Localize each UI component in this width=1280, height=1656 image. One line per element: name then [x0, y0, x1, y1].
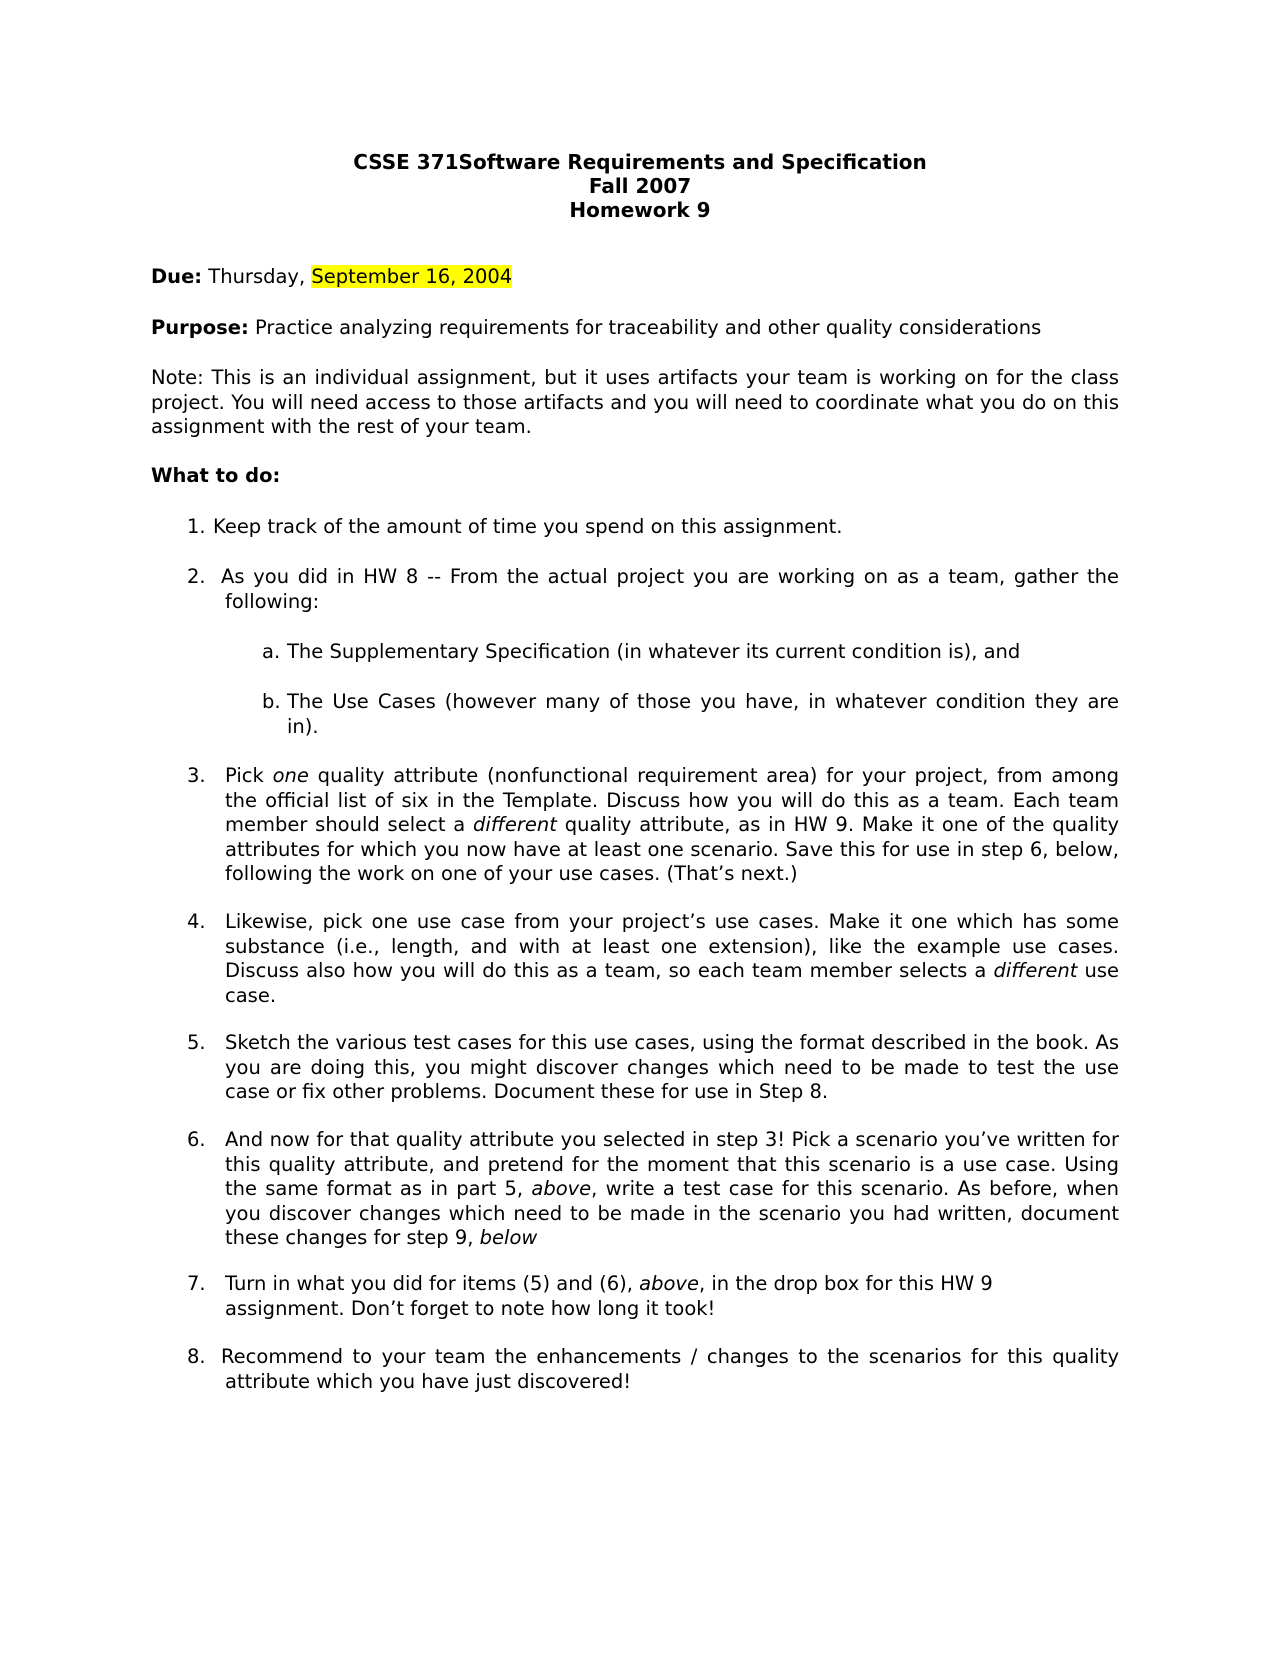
item-text-emphasis: different — [473, 813, 557, 836]
item-text-part: Likewise, pick one use case from your project’s use cases. Make it one which has some substance (i.e., length, and with at least one extension), like the example use cases. Discuss also how you will do this as a team, so each team member selects a — [225, 910, 1119, 982]
item-text — [225, 1272, 1025, 1321]
item-text-part: Pick — [225, 764, 273, 787]
item-text-emphasis: above — [639, 1272, 699, 1295]
sub-item-letter: b. — [262, 690, 281, 713]
note-paragraph: Note: This is an individual assignment, but it uses artifacts your team is working on for the class project. You will need access to those artifacts and you will need to coordinate what you do on this assignment with the rest of your team. — [151, 366, 1119, 438]
due-date: September 16, 2004 — [311, 265, 513, 288]
item-number: 4. — [187, 910, 206, 933]
purpose-text: Practice analyzing requirements for traceability and other quality considerations — [248, 316, 1042, 339]
term: Fall 2007 — [588, 174, 692, 198]
sub-item-text-b — [287, 690, 1119, 739]
course-title: CSSE 371Software Requirements and Specification — [353, 150, 927, 174]
item-text — [225, 764, 1119, 887]
item-text: Recommend to your team the enhancements / changes to the scenarios for this quality attribute which you have just discovered! — [221, 1345, 1119, 1393]
sub-item-text: The Supplementary Specification (in whatever its current condition is), and — [287, 640, 1021, 663]
item-text-emphasis: one — [272, 764, 309, 787]
purpose-line — [151, 316, 1119, 341]
due-label: Due: — [151, 265, 203, 288]
purpose-label: Purpose: — [151, 316, 249, 339]
item-text-part: quality attribute, as in HW 9. Make it one of the quality attributes for which you now have at least one scenario. Save this for use in step 6, below, following the work on one of your use cases. (That’s next.) — [225, 813, 1119, 885]
item-text-part: use case. — [225, 959, 1119, 1007]
item-text: As you did in HW 8 -- From the actual project you are working on as a team, gather the following: — [221, 565, 1119, 613]
item-text-part: And now for that quality attribute you selected in step 3! Pick a scenario you’ve written for this quality attribute, and pretend for the moment that this scenario is a use case. Using the same format as in part 5, — [225, 1128, 1119, 1200]
item-text-part: , in the drop box for this HW 9 assignment. Don’t forget to note how long it took! — [225, 1272, 993, 1320]
what-to-do-heading: What to do: — [151, 464, 281, 487]
item-number: 6. — [187, 1128, 206, 1151]
item-text-part: Turn in what you did for items (5) and (6), — [225, 1272, 640, 1295]
item-text-emphasis: above — [531, 1177, 592, 1200]
item-number: 7. — [187, 1272, 206, 1295]
item-text-emphasis: different — [993, 959, 1078, 982]
item-text-part: quality attribute (nonfunctional requirement area) for your project, from among the official list of six in the Template. Discuss how you will do this as a team. Each team member should select a — [225, 764, 1119, 836]
sub-item-b-text: The Use Cases (however many of those you have, in whatever condition they are in). — [287, 690, 1119, 738]
item-number: 2. — [187, 565, 206, 588]
item-text — [225, 910, 1119, 1008]
document-header — [0, 150, 1280, 222]
due-day: Thursday, — [202, 265, 312, 288]
sub-item-letter: a. — [262, 640, 281, 663]
item-text — [225, 1128, 1119, 1251]
assignment-title: Homework 9 — [569, 198, 711, 222]
item-text: Keep track of the amount of time you spend on this assignment. — [213, 515, 843, 538]
item-number: 1. — [187, 515, 206, 538]
item-text: Sketch the various test cases for this use cases, using the format described in the book. As you are doing this, you might discover changes which need to be made to test the use case or fix other problems. Document these for use in Step 8. — [225, 1031, 1119, 1103]
item-number: 5. — [187, 1031, 206, 1054]
item-number: 8. — [187, 1345, 206, 1368]
item-text-emphasis: below — [479, 1226, 538, 1249]
item-text-part: , write a test case for this scenario. As before, when you discover changes which need to be made in the scenario you had written, document these changes for step 9, — [225, 1177, 1119, 1249]
due-line — [151, 265, 1119, 290]
item-number: 3. — [187, 764, 206, 787]
